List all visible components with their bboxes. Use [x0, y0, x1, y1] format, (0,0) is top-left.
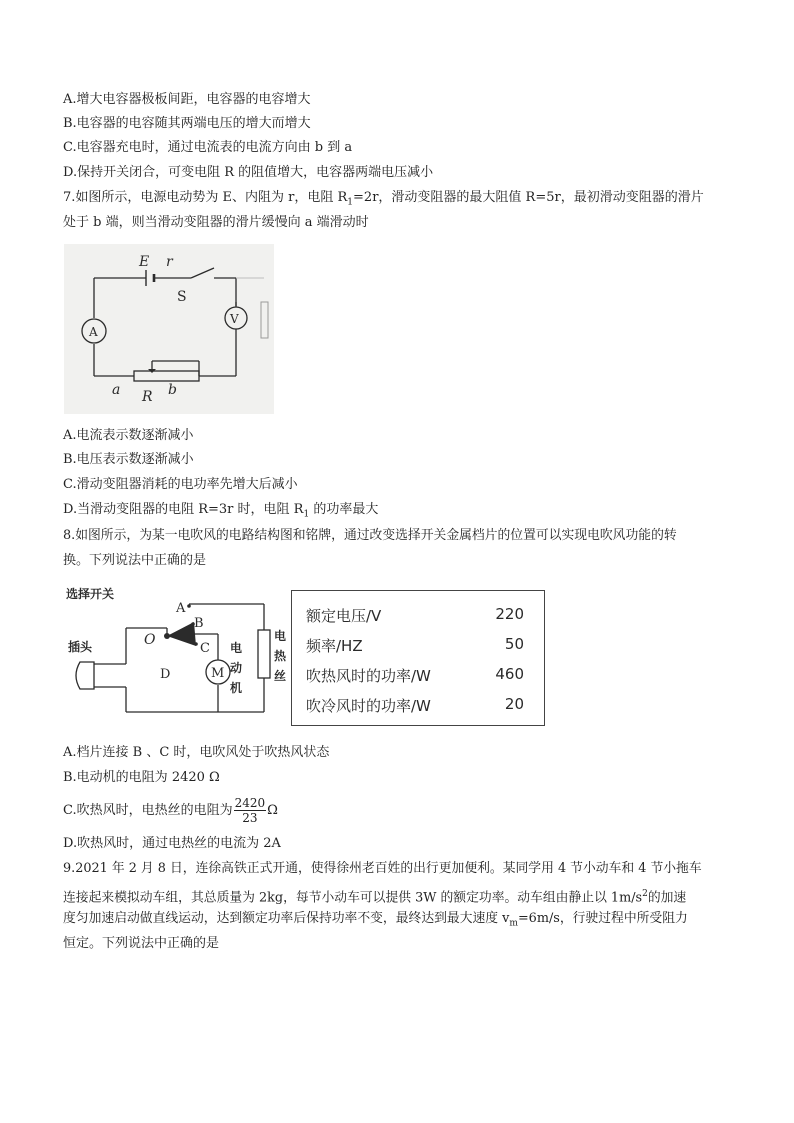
q7-option-c: C.滑动变阻器消耗的电功率先增大后减小 — [63, 477, 298, 492]
label-heater-3: 丝 — [274, 669, 287, 683]
nameplate-value: 20 — [504, 695, 524, 713]
label-A: A — [89, 325, 98, 339]
q7-option-a: A.电流表示数逐渐减小 — [63, 428, 194, 443]
nameplate-key: 吹冷风时的功率/W — [306, 697, 431, 715]
label-motor-1: 电 — [230, 641, 243, 655]
q8-option-a: A.档片连接 B 、C 时，电吹风处于吹热风状态 — [63, 745, 330, 760]
q8-dryer-circuit-figure — [64, 584, 288, 730]
label-select-switch: 选择开关 — [66, 587, 115, 601]
q6-option-b: B.电容器的电容随其两端电压的增大而增大 — [63, 116, 311, 131]
q7-circuit-figure — [64, 244, 274, 414]
q6-option-c: C.电容器充电时，通过电流表的电流方向由 b 到 a — [63, 140, 353, 155]
label-V: V — [230, 312, 239, 326]
q8-stem-line2: 换。下列说法中正确的是 — [63, 553, 207, 568]
q9-stem-line3: 度匀加速启动做直线运动，达到额定功率后保持功率不变，最终达到最大速度 $v_m=6m/s$，行驶过程中所受阻力 — [63, 911, 688, 929]
nameplate-value: 220 — [495, 605, 524, 623]
nameplate-row — [306, 605, 534, 627]
label-S: S — [177, 289, 187, 305]
q8-option-c: C.吹热风时，电热丝的电阻为 $\frac{2420}{23}$ Ω — [63, 796, 278, 825]
label-heater-1: 电 — [274, 629, 287, 643]
label-E: E — [139, 254, 150, 270]
label-heater-2: 热 — [274, 649, 287, 663]
label-B: B — [194, 616, 204, 631]
q7-option-b: B.电压表示数逐渐减小 — [63, 452, 194, 467]
label-M: M — [211, 666, 225, 681]
label-plug: 插头 — [68, 640, 93, 654]
q9-stem-line4: 恒定。下列说法中正确的是 — [63, 936, 220, 951]
nameplate-value: 460 — [495, 665, 524, 683]
nameplate-key: 额定电压/V — [306, 607, 382, 625]
q8-stem-line1: 8.如图所示，为某一电吹风的电路结构图和铭牌，通过改变选择开关金属档片的位置可以实现电吹风功能的转 — [63, 528, 677, 543]
q7-stem-line1: 7.如图所示，电源电动势为 E、内阻为 r，电阻 $R_1=2r$，滑动变阻器的最大阻值 R=5r，最初滑动变阻器的滑片 — [63, 190, 704, 208]
q6-option-d: D.保持开关闭合，可变电阻 R 的阻值增大，电容器两端电压减小 — [63, 165, 434, 180]
label-motor-3: 机 — [230, 681, 243, 695]
fraction: $\frac{2420}{23}$ — [234, 796, 266, 825]
q7-option-d: D.当滑动变阻器的电阻 R=3r 时，电阻 $R_1$ 的功率最大 — [63, 502, 379, 520]
nameplate-row — [306, 695, 534, 717]
q6-option-a: A.增大电容器极板间距，电容器的电容增大 — [63, 92, 311, 107]
q9-stem-line1: 9.2021 年 2 月 8 日，连徐高铁正式开通，使得徐州老百姓的出行更加便利。某同学用 4 节小动车和 4 节小拖车 — [63, 861, 702, 876]
nameplate-value: 50 — [504, 635, 524, 653]
q8-option-d: D.吹热风时，通过电热丝的电流为 2A — [63, 836, 281, 851]
q8-nameplate — [291, 590, 545, 726]
nameplate-row — [306, 665, 534, 687]
label-A: A — [176, 601, 186, 616]
q7-stem-line2: 处于 b 端，则当滑动变阻器的滑片缓慢向 a 端滑动时 — [63, 215, 369, 230]
nameplate-row — [306, 635, 534, 657]
label-r: r — [166, 254, 173, 270]
label-a: a — [112, 382, 121, 398]
label-R: R — [142, 389, 153, 405]
q8-option-b: B.电动机的电阻为 2420 Ω — [63, 770, 220, 785]
nameplate-key: 频率/HZ — [306, 637, 363, 655]
label-D: D — [160, 667, 171, 682]
label-O: O — [144, 632, 156, 648]
q9-stem-line2: 连接起来模拟动车组，其总质量为 2kg，每节小动车可以提供 3W 的额定功率。动车组由静止以 $1m/s^2$的加速 — [63, 889, 687, 906]
label-C: C — [200, 641, 210, 656]
label-b: b — [168, 382, 177, 398]
label-motor-2: 动 — [230, 661, 243, 675]
nameplate-key: 吹热风时的功率/W — [306, 667, 431, 685]
